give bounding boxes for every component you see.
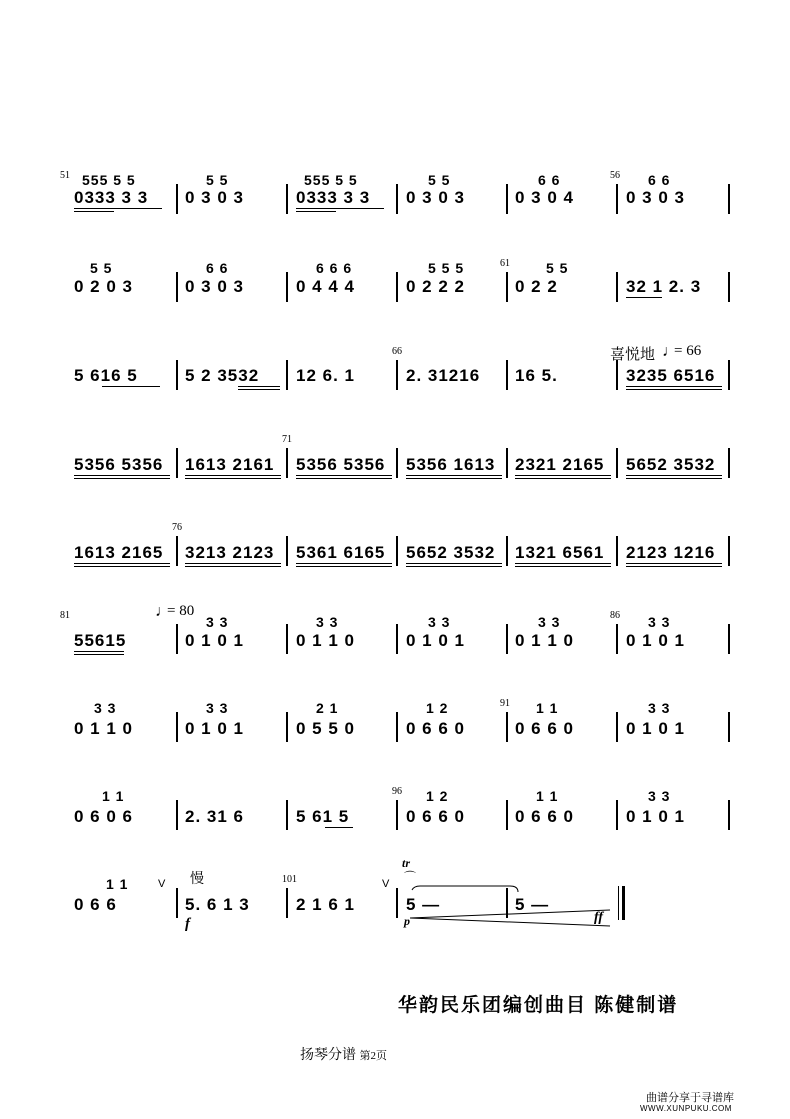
measure: 12 6. 1	[296, 366, 355, 385]
tie-and-decrescendo	[410, 884, 620, 930]
bar-line	[506, 624, 508, 654]
measure: 0 3 0 4	[515, 188, 574, 207]
bar-line	[506, 360, 508, 390]
dynamic-marking: p	[404, 914, 410, 928]
measure: 0 6 6 0	[406, 719, 465, 738]
site-url: WWW.XUNPUKU.COM	[640, 1104, 732, 1113]
measure-number: 56	[610, 170, 620, 181]
measure: 0 1 0 1	[626, 719, 685, 738]
measure: 0 1 0 1	[406, 631, 465, 650]
measure: 0 2 0 3	[74, 277, 133, 296]
bar-line	[728, 712, 730, 742]
measure: 0 3 0 3	[185, 188, 244, 207]
site-name: 曲谱分享于寻谱库	[646, 1092, 734, 1104]
measure: 16 5.	[515, 366, 558, 385]
bar-line	[616, 448, 618, 478]
upper-notes: 6 6	[206, 260, 229, 276]
bar-line	[396, 712, 398, 742]
arranger-credit: 华韵民乐团编创曲目 陈健制谱	[398, 995, 679, 1016]
measure: 0 6 6 0	[515, 719, 574, 738]
measure: 5 —	[406, 895, 441, 914]
bar-line	[396, 184, 398, 214]
measure: 0 3 0 3	[406, 188, 465, 207]
measure-number: 91	[500, 698, 510, 709]
breath-mark: V	[158, 878, 166, 890]
upper-notes: 555 5 5	[304, 172, 358, 188]
measure: 0 4 4 4	[296, 277, 355, 296]
page-number: 第2页	[359, 1050, 387, 1062]
bar-line	[176, 272, 178, 302]
bar-line	[728, 624, 730, 654]
measure: 0333 3 3	[74, 188, 149, 207]
measure: 5652 3532	[626, 455, 716, 474]
dynamic-marking: ff	[594, 910, 604, 925]
measure: 0 1 1 0	[296, 631, 355, 650]
bar-line	[396, 888, 398, 918]
measure-number: 101	[282, 874, 297, 885]
measure: 2321 2165	[515, 455, 605, 474]
measure-number: 86	[610, 610, 620, 621]
measure-number: 66	[392, 346, 402, 357]
measure: 2123 1216	[626, 543, 716, 562]
measure: 55615	[74, 631, 127, 650]
bar-line	[286, 712, 288, 742]
measure: 1613 2161	[185, 455, 275, 474]
upper-notes: 555 5 5	[82, 172, 136, 188]
upper-notes: 6 6	[648, 172, 671, 188]
dynamic-marking: f	[185, 916, 190, 932]
bar-line	[396, 448, 398, 478]
measure: 2 1 6 1	[296, 895, 355, 914]
measure: 5 616 5	[74, 366, 138, 385]
measure: 0 2 2	[515, 277, 558, 296]
bar-line	[506, 272, 508, 302]
measure: 0 1 0 1	[626, 631, 685, 650]
measure: 0 3 0 3	[626, 188, 685, 207]
bar-line	[506, 448, 508, 478]
upper-notes: 1 1	[536, 700, 559, 716]
measure: 3235 6516	[626, 366, 716, 385]
bar-line	[616, 712, 618, 742]
upper-notes: 3 3	[206, 700, 229, 716]
measure-number: 96	[392, 786, 402, 797]
bar-line	[286, 624, 288, 654]
upper-notes: 6 6	[538, 172, 561, 188]
bar-line	[506, 536, 508, 566]
measure: 5 61 5	[296, 807, 350, 826]
upper-notes: 5 5	[546, 260, 569, 276]
measure: 0 6 0 6	[74, 807, 133, 826]
measure: 5356 5356	[74, 455, 164, 474]
measure: 0 1 0 1	[626, 807, 685, 826]
bar-line	[396, 536, 398, 566]
bar-line	[728, 448, 730, 478]
measure: 5356 5356	[296, 455, 386, 474]
bar-line	[176, 888, 178, 918]
measure: 5. 6 1 3	[185, 895, 250, 914]
upper-notes: 3 3	[648, 700, 671, 716]
upper-notes: 5 5	[428, 172, 451, 188]
upper-notes: 5 5	[206, 172, 229, 188]
bar-line	[616, 272, 618, 302]
measure: 0 1 0 1	[185, 719, 244, 738]
tempo-value: = 66	[674, 343, 702, 359]
measure: 32 1 2. 3	[626, 277, 702, 296]
bar-line	[286, 184, 288, 214]
upper-notes: 1 2	[426, 788, 449, 804]
upper-notes: 6 6 6	[316, 260, 353, 276]
upper-notes: 1 1	[106, 876, 129, 892]
trill-marking: tr	[402, 856, 411, 870]
measure: 0333 3 3	[296, 188, 371, 207]
bar-line	[728, 800, 730, 830]
measure: 0 3 0 3	[185, 277, 244, 296]
bar-line	[728, 536, 730, 566]
measure: 0 1 1 0	[515, 631, 574, 650]
bar-line	[616, 184, 618, 214]
bar-line	[396, 360, 398, 390]
measure: 1321 6561	[515, 543, 605, 562]
upper-notes: 1 1	[102, 788, 125, 804]
bar-line	[176, 448, 178, 478]
bar-line	[506, 800, 508, 830]
bar-line	[616, 624, 618, 654]
measure: 5 2 3532	[185, 366, 260, 385]
measure: 5 —	[515, 895, 550, 914]
breath-mark: V	[382, 878, 390, 890]
bar-line	[506, 712, 508, 742]
bar-line	[506, 184, 508, 214]
upper-notes: 3 3	[538, 614, 561, 630]
bar-line	[286, 888, 288, 918]
measure: 5361 6165	[296, 543, 386, 562]
bar-line	[286, 448, 288, 478]
bar-line	[176, 624, 178, 654]
upper-notes: 3 3	[648, 788, 671, 804]
measure-number: 61	[500, 258, 510, 269]
upper-notes: 2 1	[316, 700, 339, 716]
upper-notes: 5 5	[90, 260, 113, 276]
upper-notes: 3 3	[206, 614, 229, 630]
measure-number: 51	[60, 170, 70, 181]
upper-notes: 1 1	[536, 788, 559, 804]
measure: 0 6 6 0	[515, 807, 574, 826]
bar-line	[286, 800, 288, 830]
bar-line	[286, 360, 288, 390]
bar-line	[176, 536, 178, 566]
measure: 5652 3532	[406, 543, 496, 562]
bar-line	[396, 800, 398, 830]
measure-number: 76	[172, 522, 182, 533]
bar-line	[616, 536, 618, 566]
measure: 0 6 6	[74, 895, 117, 914]
measure: 0 5 5 0	[296, 719, 355, 738]
upper-notes: 1 2	[426, 700, 449, 716]
footer	[300, 1044, 387, 1064]
measure: 3213 2123	[185, 543, 275, 562]
measure: 0 2 2 2	[406, 277, 465, 296]
bar-line	[616, 360, 618, 390]
bar-line	[176, 184, 178, 214]
upper-notes: 3 3	[316, 614, 339, 630]
bar-line	[176, 800, 178, 830]
bar-line	[728, 360, 730, 390]
measure: 1613 2165	[74, 543, 164, 562]
bar-line	[286, 272, 288, 302]
bar-line	[616, 800, 618, 830]
upper-notes: 3 3	[94, 700, 117, 716]
tempo-marking: 喜悦地	[610, 346, 656, 363]
fermata-icon: ⌒	[404, 870, 417, 884]
tempo-marking: 慢	[190, 870, 204, 886]
upper-notes: 5 5 5	[428, 260, 465, 276]
upper-notes: 3 3	[428, 614, 451, 630]
quarter-note-icon: ♩	[155, 603, 171, 620]
bar-line	[396, 272, 398, 302]
bar-line	[728, 272, 730, 302]
quarter-note-icon: ♩	[662, 343, 678, 360]
bar-line	[728, 184, 730, 214]
measure: 0 1 1 0	[74, 719, 133, 738]
final-bar-thick	[622, 886, 625, 920]
measure: 2. 31 6	[185, 807, 244, 826]
footer-title: 扬琴分谱	[300, 1048, 356, 1063]
bar-line	[286, 536, 288, 566]
bar-line	[176, 712, 178, 742]
measure: 0 6 6 0	[406, 807, 465, 826]
measure: 2. 31216	[406, 366, 481, 385]
measure-number: 71	[282, 434, 292, 445]
upper-notes: 3 3	[648, 614, 671, 630]
bar-line	[176, 360, 178, 390]
bar-line	[396, 624, 398, 654]
measure-number: 81	[60, 610, 70, 621]
measure: 0 1 0 1	[185, 631, 244, 650]
tempo-value: = 80	[167, 603, 195, 619]
measure: 5356 1613	[406, 455, 496, 474]
